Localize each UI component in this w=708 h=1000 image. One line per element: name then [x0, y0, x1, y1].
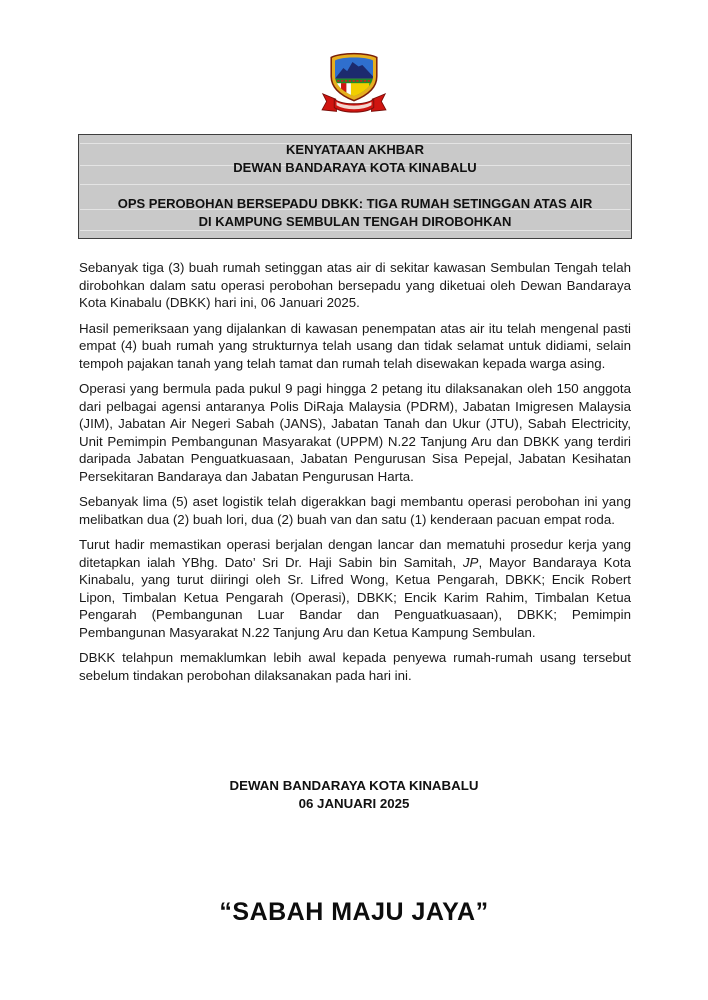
release-title: OPS PEROBOHAN BERSEPADU DBKK: TIGA RUMAH SETINGGAN ATAS AIR DI KAMPUNG SEMBULAN TENGAH DIROBOHKAN — [117, 196, 593, 229]
paragraph: Sebanyak tiga (3) buah rumah setinggan atas air di sekitar kawasan Sembulan Tengah telah dirobohkan dalam satu operasi perobohan bersepadu yang diketuai oleh Dewan Bandaraya Kota Kinabalu (DBKK) hari ini, 06 Januari 2025. — [79, 260, 631, 310]
paragraph — [79, 536, 631, 641]
footer-block — [0, 777, 708, 813]
footer-date: 06 JANUARI 2025 — [298, 796, 410, 811]
paragraph: Sebanyak lima (5) aset logistik telah digerakkan bagi membantu operasi perobohan ini yang melibatkan dua (2) buah lori, dua (2) buah van dan satu (1) kenderaan pacuan empat roda. — [79, 494, 631, 527]
band-text-marks — [337, 80, 370, 82]
footer-org: DEWAN BANDARAYA KOTA KINABALU — [229, 778, 479, 793]
dbkk-crest-icon — [316, 52, 392, 116]
press-release-heading: KENYATAAN AKHBAR — [286, 142, 424, 157]
paragraph: Operasi yang bermula pada pukul 9 pagi hingga 2 petang itu dilaksanakan oleh 150 anggota dari pelbagai agensi antaranya Polis DiRaja Malaysia (PDRM), Jabatan Imigresen Malaysia (JIM), Jabatan Air Negeri Sabah (JANS), Jabatan Tanah dan Ukur (JTU), Sabah Electricity, Unit Pemimpin Pembangunan Masyarakat (UPPM) N.22 Tanjung Aru dan DBKK yang terdiri daripada Jabatan Penguatkuasaan, Jabatan Pengurusan Sisa Pepejal, Jabatan Kesihatan Persekitaran Bandaraya dan Jabatan Pengurusan Harta. — [79, 381, 631, 484]
paragraph-segment: Turut hadir memastikan operasi berjalan dengan lancar dan mematuhi prosedur kerja yang ditetapkan ialah YBhg. Dato’ Sri Dr. Haji Sabin bin Samitah, — [79, 537, 631, 570]
header-box — [78, 134, 632, 239]
header-box-row-divider — [80, 184, 630, 185]
paragraph-segment: , Mayor Bandaraya Kota Kinabalu, yang turut diiringi oleh Sr. Lifred Wong, Ketua Pengarah, DBKK; Encik Robert Lipon, Timbalan Ketua Pengarah (Operasi), DBKK; Encik Karim Rahim, Timbalan Ketua Pengarah (Pembangunan Luar Bandar dan Penguatkuasaan), DBKK; Pemimpin Pembangunan Masyarakat N.22 Tanjung Aru dan Ketua Kampung Sembulan. — [79, 554, 632, 640]
paragraph: Hasil pemeriksaan yang dijalankan di kawasan penempatan atas air itu telah mengenal pasti empat (4) buah rumah yang strukturnya telah usang dan tidak selamat untuk didiami, selain tempoh pajakan tanah yang telah tamat dan rumah telah disewakan kepada warga asing. — [79, 320, 631, 371]
header-spacer — [79, 177, 631, 195]
motto-text: “SABAH MAJU JAYA” — [219, 898, 489, 926]
org-name-heading: DEWAN BANDARAYA KOTA KINABALU — [233, 160, 477, 175]
paragraph: DBKK telahpun memaklumkan lebih awal kepada penyewa rumah-rumah usang tersebut sebelum tindakan perobohan dilaksanakan pada hari ini. — [79, 650, 631, 683]
body-paragraphs — [79, 259, 631, 692]
honorific-jp: JP — [462, 554, 479, 570]
